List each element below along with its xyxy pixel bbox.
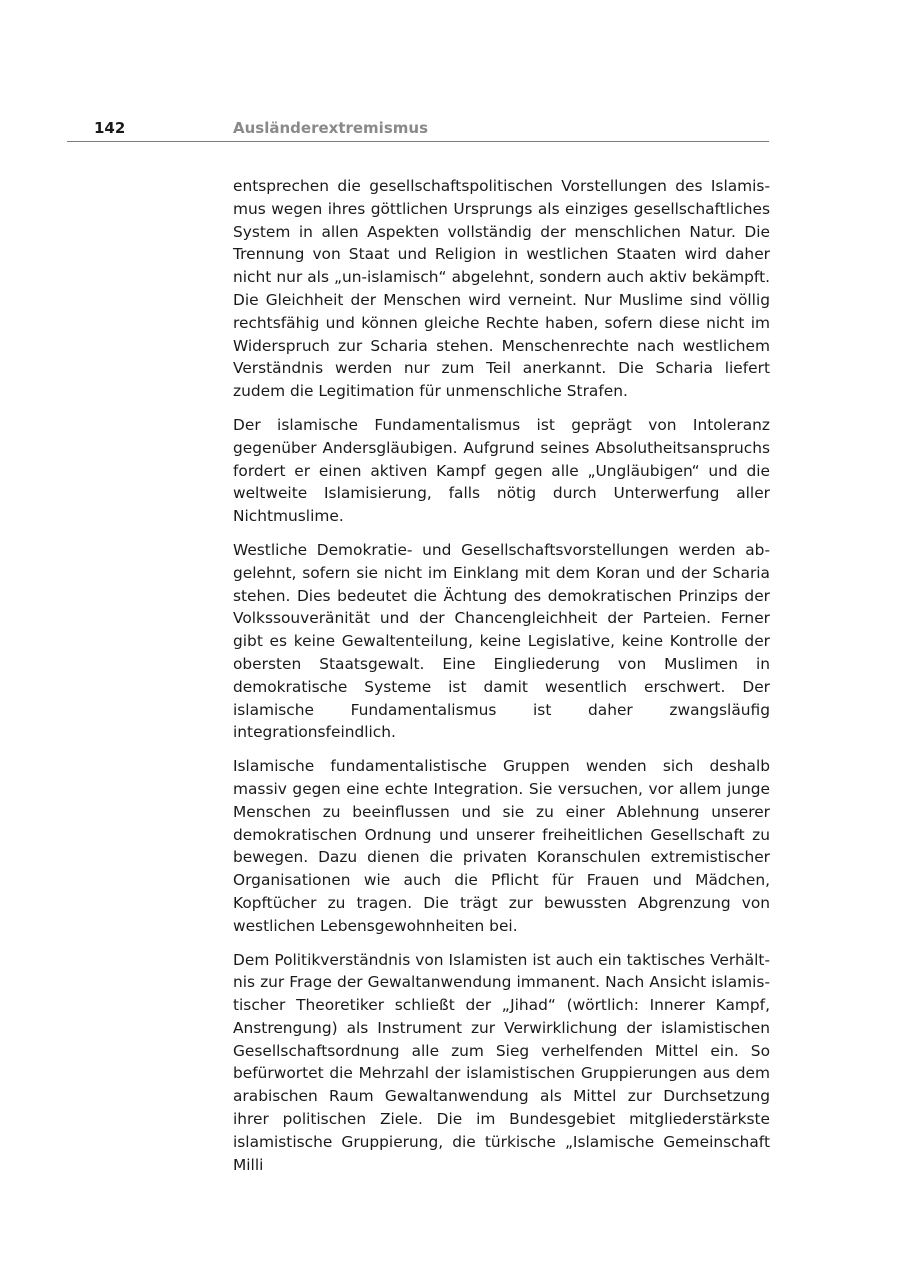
body-text	[233, 175, 770, 1187]
paragraph: Islamische fundamentalistische Gruppen wenden sich deshalb massiv gegen eine echte Integration. Sie versuchen, vor allem junge Menschen zu beeinflussen und sie zu einer Ablehnung unserer demokratischen Ordnung und unserer freiheitlichen Gesellschaft zu bewegen. Dazu dienen die privaten Koranschulen extremistischer Organisationen wie auch die Pflicht für Frauen und Mädchen, Kopftücher zu tragen. Die trägt zur bewussten Abgrenzung von westlichen Lebensgewohnheiten bei.	[233, 757, 770, 935]
paragraph: Dem Politikverständnis von Islamisten ist auch ein taktisches Verhältnis zur Frage der Gewaltanwendung immanent. Nach Ansicht islamistischer Theoretiker schließt der „Jihad“ (wörtlich: Innerer Kampf, Anstrengung) als Instrument zur Verwirklichung der islamistischen Gesellschaftsordnung alle zum Sieg verhelfenden Mittel ein. So befürwortet die Mehrzahl der islamistischen Gruppierungen aus dem arabischen Raum Gewaltanwendung als Mittel zur Durchsetzung ihrer politischen Ziele. Die im Bundesgebiet mitgliederstärkste islamistische Gruppierung, die türkische „Islamische Gemeinschaft Milli	[233, 950, 770, 1174]
page-header	[67, 117, 769, 142]
running-head: Ausländerextremismus	[233, 119, 428, 137]
page-number: 142	[94, 119, 126, 137]
paragraph: Westliche Demokratie- und Gesellschaftsvorstellungen werden abgelehnt, sofern sie nicht im Einklang mit dem Koran und der Scharia stehen. Dies bedeutet die Ächtung des demokratischen Prinzips der Volkssouveränität und der Chancengleichheit der Parteien. Ferner gibt es keine Gewaltenteilung, keine Legislative, keine Kontrolle der obersten Staatsgewalt. Eine Eingliederung von Muslimen in demokratische Systeme ist damit wesentlich erschwert. Der islamische Fundamentalismus ist daher zwangsläufig integrationsfeindlich.	[233, 540, 770, 742]
paragraph: Der islamische Fundamentalismus ist geprägt von Intoleranz gegenüber Andersgläubigen. Aufgrund seines Absolutheitsanspruchs fordert er einen aktiven Kampf gegen alle „Ungläubigen“ und die weltweite Islamisierung, falls nötig durch Unterwerfung aller Nichtmuslime.	[233, 415, 770, 526]
paragraph: entsprechen die gesellschaftspolitischen Vorstellungen des Islamismus wegen ihres göttlichen Ursprungs als einziges gesellschaftliches System in allen Aspekten vollständig der menschlichen Natur. Die Trennung von Staat und Religion in westlichen Staaten wird daher nicht nur als „un-islamisch“ abgelehnt, sondern auch aktiv bekämpft. Die Gleichheit der Menschen wird verneint. Nur Muslime sind völlig rechtsfähig und können gleiche Rechte haben, sofern diese nicht im Widerspruch zur Scharia stehen. Menschenrechte nach westlichem Verständnis werden nur zum Teil anerkannt. Die Scharia liefert zudem die Legitimation für unmenschliche Strafen.	[233, 177, 770, 401]
